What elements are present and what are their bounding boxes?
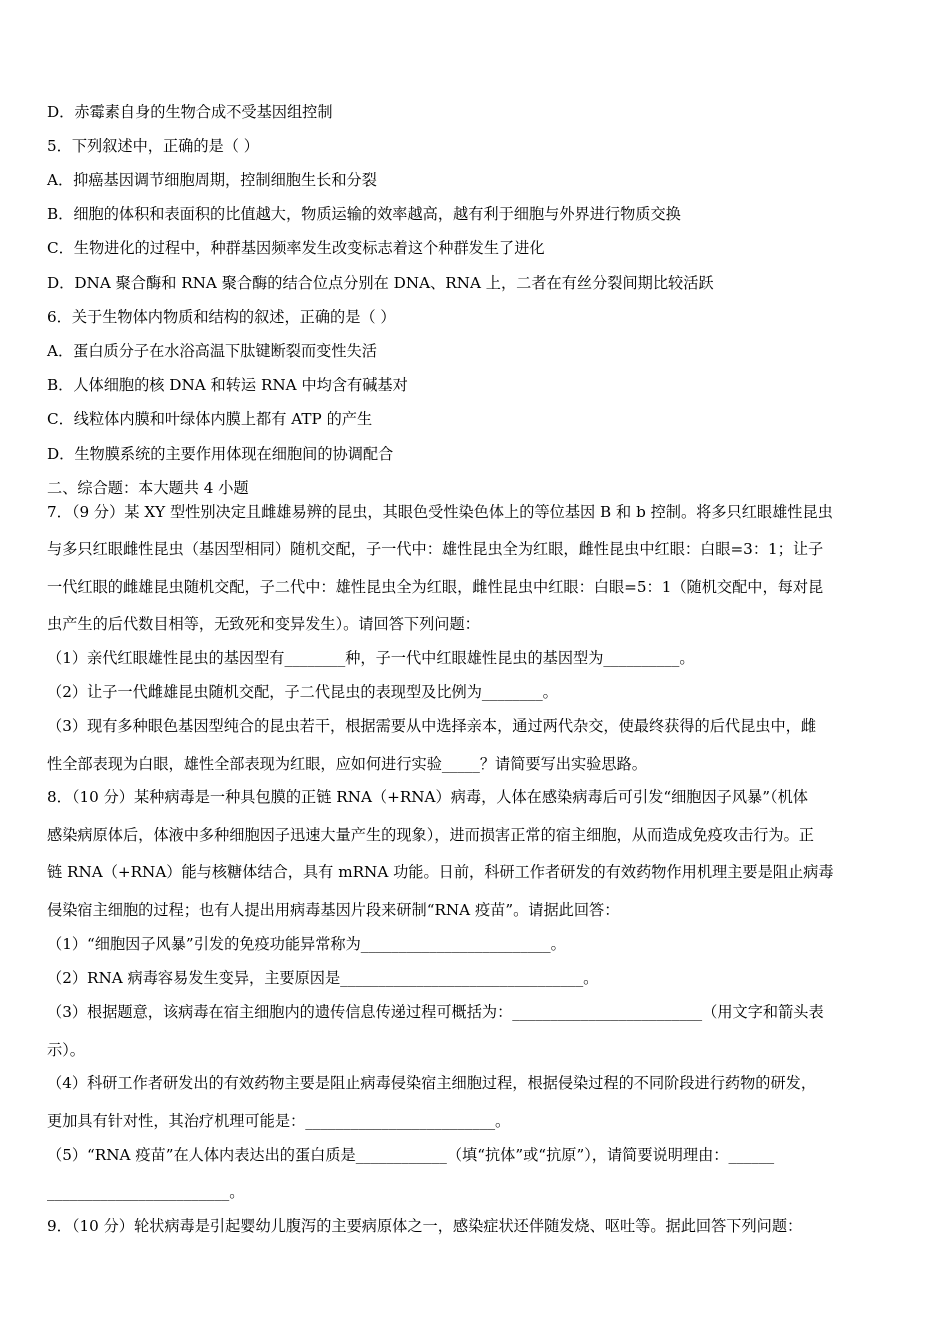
q8-sub-3-line-1: （3）根据题意，该病毒在宿主细胞内的遗传信息传递过程可概括为：_________________________（用文字和箭头表 <box>47 1003 824 1021</box>
q6-option-d: D．生物膜系统的主要作用体现在细胞间的协调配合 <box>47 445 394 463</box>
q8-sub-1: （1）“细胞因子风暴”引发的免疫功能异常称为_________________________。 <box>47 935 566 953</box>
q8-line-4: 侵染宿主细胞的过程；也有人提出用病毒基因片段来研制“RNA 疫苗”。请据此回答： <box>47 901 620 919</box>
q8-sub-5-line-2: ________________________。 <box>47 1183 245 1201</box>
q8-line-3: 链 RNA（+RNA）能与核糖体结合，具有 mRNA 功能。日前，科研工作者研发的有效药物作用机理主要是阻止病毒 <box>47 863 834 881</box>
q8-sub-4-line-1: （4）科研工作者研发出的有效药物主要是阻止病毒侵染宿主细胞过程，根据侵染过程的不同阶段进行药物的研发， <box>47 1074 817 1092</box>
q6-option-b: B．人体细胞的核 DNA 和转运 RNA 中均含有碱基对 <box>47 376 408 394</box>
q5-option-a: A．抑癌基因调节细胞周期，控制细胞生长和分裂 <box>47 171 377 189</box>
q7-sub-1: （1）亲代红眼雄性昆虫的基因型有________种，子一代中红眼雄性昆虫的基因型为__________。 <box>47 649 695 667</box>
q7-line-3: 一代红眼的雌雄昆虫随机交配，子二代中：雄性昆虫全为红眼，雌性昆虫中红眼：白眼=5：1（随机交配中，每对昆 <box>47 578 824 596</box>
q5-option-b: B．细胞的体积和表面积的比值越大，物质运输的效率越高，越有利于细胞与外界进行物质交换 <box>47 205 681 223</box>
q9-stem: 9．（10 分）轮状病毒是引起婴幼儿腹泻的主要病原体之一，感染症状还伴随发烧、呕吐等。据此回答下列问题： <box>47 1217 803 1235</box>
q8-sub-3-line-2: 示）。 <box>47 1041 85 1059</box>
q7-sub-2: （2）让子一代雌雄昆虫随机交配，子二代昆虫的表现型及比例为________。 <box>47 683 558 701</box>
q5-option-d: D．DNA 聚合酶和 RNA 聚合酶的结合位点分别在 DNA、RNA 上，二者在有丝分裂间期比较活跃 <box>47 274 714 292</box>
q5-stem: 5．下列叙述中，正确的是（ ） <box>47 137 259 155</box>
q8-sub-2: （2）RNA 病毒容易发生变异，主要原因是________________________________。 <box>47 969 599 987</box>
q7-sub-3-line-1: （3）现有多种眼色基因型纯合的昆虫若干，根据需要从中选择亲本，通过两代杂交，使最终获得的后代昆虫中，雌 <box>47 717 817 735</box>
q5-option-c: C．生物进化的过程中，种群基因频率发生改变标志着这个种群发生了进化 <box>47 239 545 257</box>
q8-sub-4-line-2: 更加具有针对性，其治疗机理可能是：_________________________。 <box>47 1112 511 1130</box>
q7-line-4: 虫产生的后代数目相等，无致死和变异发生）。请回答下列问题： <box>47 615 480 633</box>
q6-option-a: A．蛋白质分子在水浴高温下肽键断裂而变性失活 <box>47 342 377 360</box>
q8-sub-5-line-1: （5）“RNA 疫苗”在人体内表达出的蛋白质是____________（填“抗体”或“抗原”），请简要说明理由：______ <box>47 1146 775 1164</box>
q7-line-2: 与多只红眼雌性昆虫（基因型相同）随机交配，子一代中：雄性昆虫全为红眼，雌性昆虫中红眼：白眼=3：1；让子 <box>47 540 824 558</box>
q8-line-2: 感染病原体后，体液中多种细胞因子迅速大量产生的现象），进而损害正常的宿主细胞，从而造成免疫攻击行为。正 <box>47 826 814 844</box>
q7-line-1: 7．（9 分）某 XY 型性别决定且雌雄易辨的昆虫，其眼色受性染色体上的等位基因 B 和 b 控制。将多只红眼雄性昆虫 <box>47 503 833 521</box>
q7-sub-3-line-2: 性全部表现为白眼，雄性全部表现为红眼，应如何进行实验_____？请简要写出实验思路。 <box>47 755 647 773</box>
q4-option-d: D．赤霉素自身的生物合成不受基因组控制 <box>47 103 333 121</box>
q6-option-c: C．线粒体内膜和叶绿体内膜上都有 ATP 的产生 <box>47 410 373 428</box>
q6-stem: 6．关于生物体内物质和结构的叙述，正确的是（ ） <box>47 308 396 326</box>
q8-line-1: 8．（10 分）某种病毒是一种具包膜的正链 RNA（+RNA）病毒，人体在感染病毒后可引发“细胞因子风暴”（机体 <box>47 788 808 806</box>
section-heading: 二、综合题：本大题共 4 小题 <box>47 479 249 497</box>
